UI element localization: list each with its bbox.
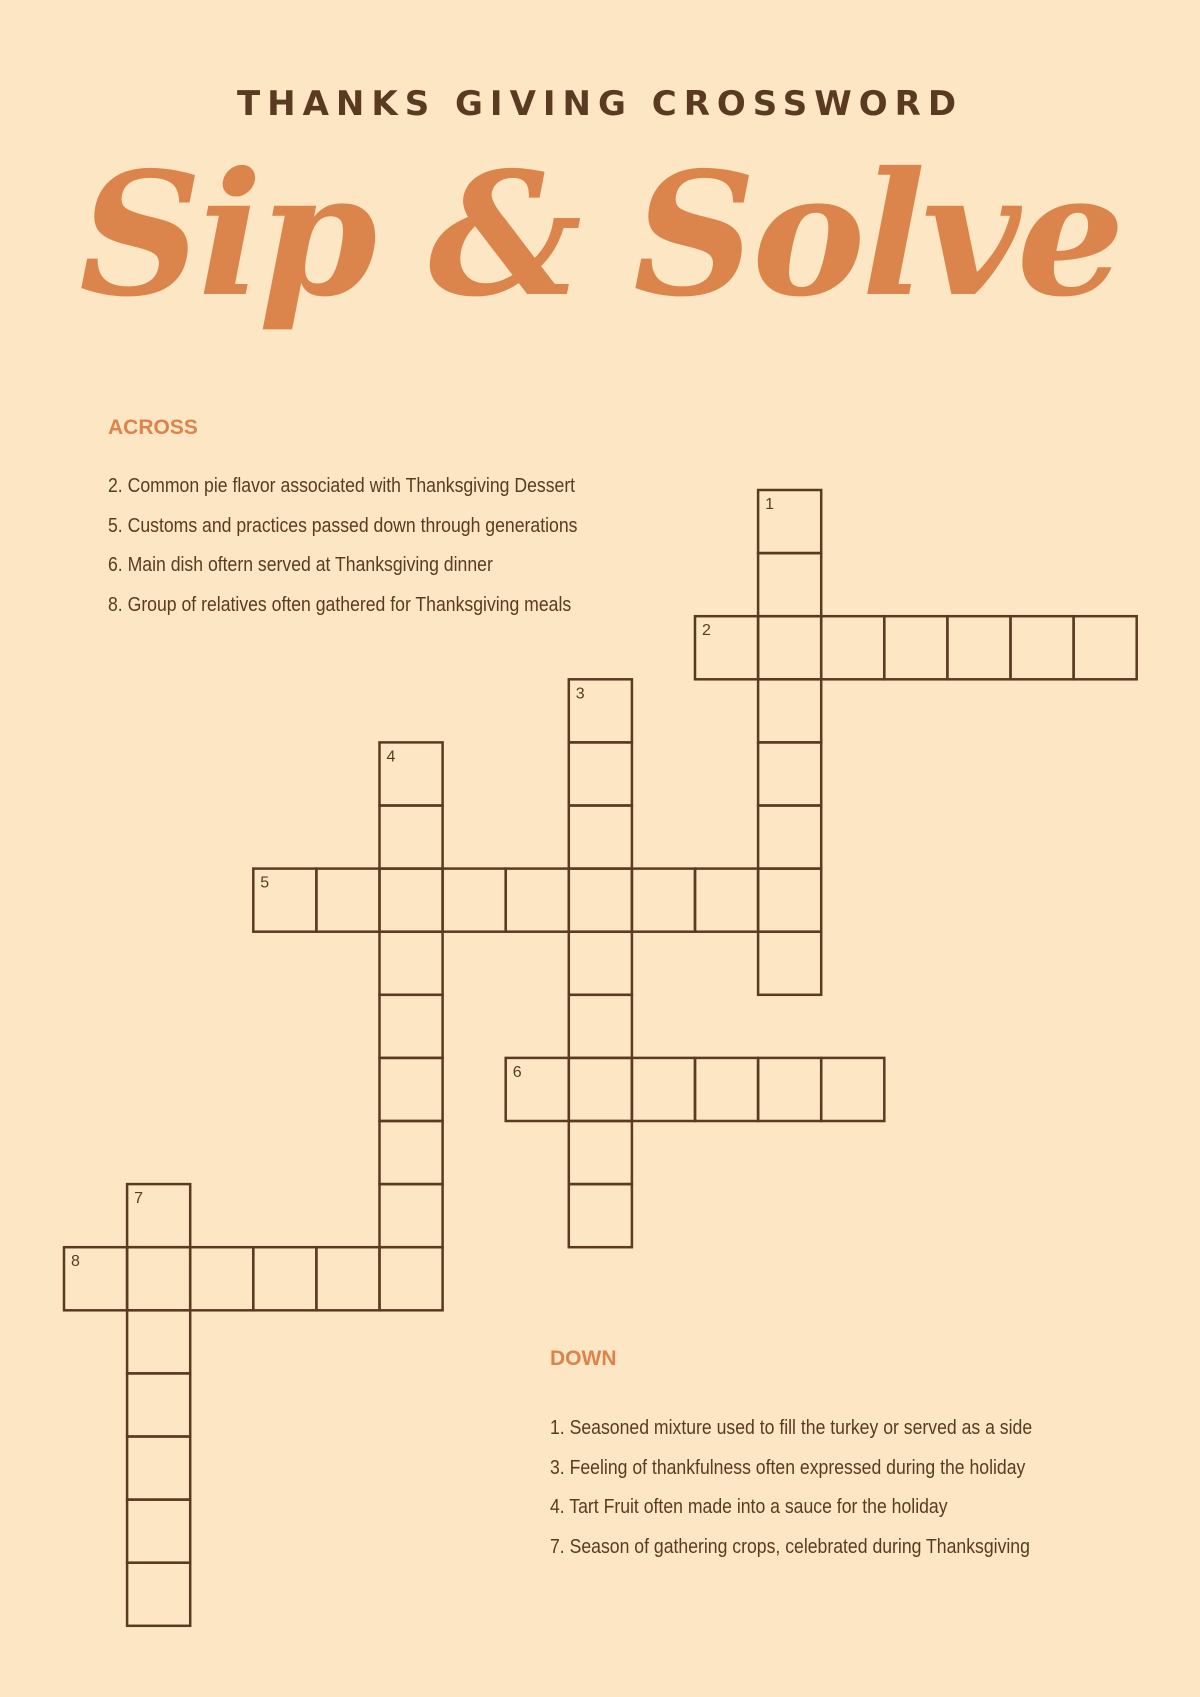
down-heading: DOWN	[550, 1347, 617, 1370]
clue-number: 3	[575, 685, 585, 703]
crossword-cell[interactable]	[947, 616, 1010, 679]
crossword-cell[interactable]	[1074, 616, 1137, 679]
crossword-cell[interactable]	[758, 869, 821, 932]
down-clue: 3. Feeling of thankfulness often expressed during the holiday	[550, 1455, 1026, 1479]
clue-number: 8	[71, 1253, 80, 1271]
crossword-cell[interactable]	[569, 806, 632, 869]
crossword-cell[interactable]	[127, 1500, 190, 1563]
crossword-cell[interactable]	[569, 1058, 632, 1121]
down-clue: 7. Season of gathering crops, celebrated during Thanksgiving	[550, 1534, 1030, 1558]
crossword-cell[interactable]	[127, 1437, 190, 1500]
crossword-cell[interactable]	[569, 1184, 632, 1247]
down-clue-list	[550, 1408, 1111, 1566]
across-clue: 2. Common pie flavor associated with Thanksgiving Dessert	[108, 474, 576, 497]
crossword-cell[interactable]	[758, 553, 821, 616]
down-clue: 1. Seasoned mixture used to fill the turkey or served as a side	[550, 1416, 1033, 1439]
crossword-cell[interactable]	[758, 806, 821, 869]
crossword-cell[interactable]	[758, 932, 821, 995]
crossword-cell[interactable]	[380, 1058, 443, 1121]
crossword-cell[interactable]	[1011, 616, 1074, 679]
crossword-cell[interactable]	[380, 1184, 443, 1247]
crossword-cell[interactable]	[253, 1247, 316, 1310]
crossword-cell[interactable]	[190, 1247, 253, 1310]
crossword-cell[interactable]	[380, 806, 443, 869]
down-clue: 4. Tart Fruit often made into a sauce for the holiday	[550, 1495, 948, 1518]
crossword-cell[interactable]	[758, 679, 821, 742]
across-clue: 8. Group of relatives often gathered for Thanksgiving meals	[108, 592, 572, 616]
across-clue: 6. Main dish oftern served at Thanksgiving dinner	[108, 553, 493, 576]
crossword-cell[interactable]	[695, 869, 758, 932]
crossword-cell[interactable]	[443, 869, 506, 932]
crossword-cell[interactable]	[569, 742, 632, 805]
crossword-cell[interactable]	[758, 742, 821, 805]
puzzle-kicker: THANKS GIVING CROSSWORD	[236, 84, 964, 124]
puzzle-title: Sip & Solve	[79, 135, 1121, 335]
crossword-cell[interactable]	[380, 1121, 443, 1184]
crossword-cell[interactable]	[884, 616, 947, 679]
clue-number: 7	[134, 1190, 144, 1208]
crossword-cell[interactable]	[380, 1247, 443, 1310]
crossword-cell[interactable]	[821, 616, 884, 679]
clue-number: 1	[765, 496, 775, 513]
crossword-cell[interactable]	[506, 869, 569, 932]
crossword-cell[interactable]	[380, 869, 443, 932]
crossword-cell[interactable]	[380, 932, 443, 995]
clue-number: 2	[702, 622, 711, 640]
crossword-cell[interactable]	[127, 1247, 190, 1310]
crossword-cell[interactable]	[569, 932, 632, 995]
crossword-cell[interactable]	[316, 1247, 379, 1310]
crossword-cell[interactable]	[758, 616, 821, 679]
crossword-cell[interactable]	[569, 869, 632, 932]
crossword-cell[interactable]	[127, 1373, 190, 1436]
crossword-cell[interactable]	[632, 1058, 695, 1121]
crossword-cell[interactable]	[569, 1121, 632, 1184]
crossword-cell[interactable]	[316, 869, 379, 932]
across-clue: 5. Customs and practices passed down through generations	[108, 513, 578, 537]
crossword-cell[interactable]	[695, 1058, 758, 1121]
crossword-cell[interactable]	[632, 869, 695, 932]
across-heading: ACROSS	[108, 416, 198, 439]
crossword-cell[interactable]	[127, 1310, 190, 1373]
clue-number: 5	[260, 874, 270, 892]
crossword-cell[interactable]	[127, 1563, 190, 1626]
clue-number: 6	[512, 1063, 522, 1081]
crossword-cell[interactable]	[758, 1058, 821, 1121]
crossword-cell[interactable]	[380, 995, 443, 1058]
clue-number: 4	[386, 748, 396, 766]
crossword-cell[interactable]	[821, 1058, 884, 1121]
crossword-cell[interactable]	[569, 995, 632, 1058]
